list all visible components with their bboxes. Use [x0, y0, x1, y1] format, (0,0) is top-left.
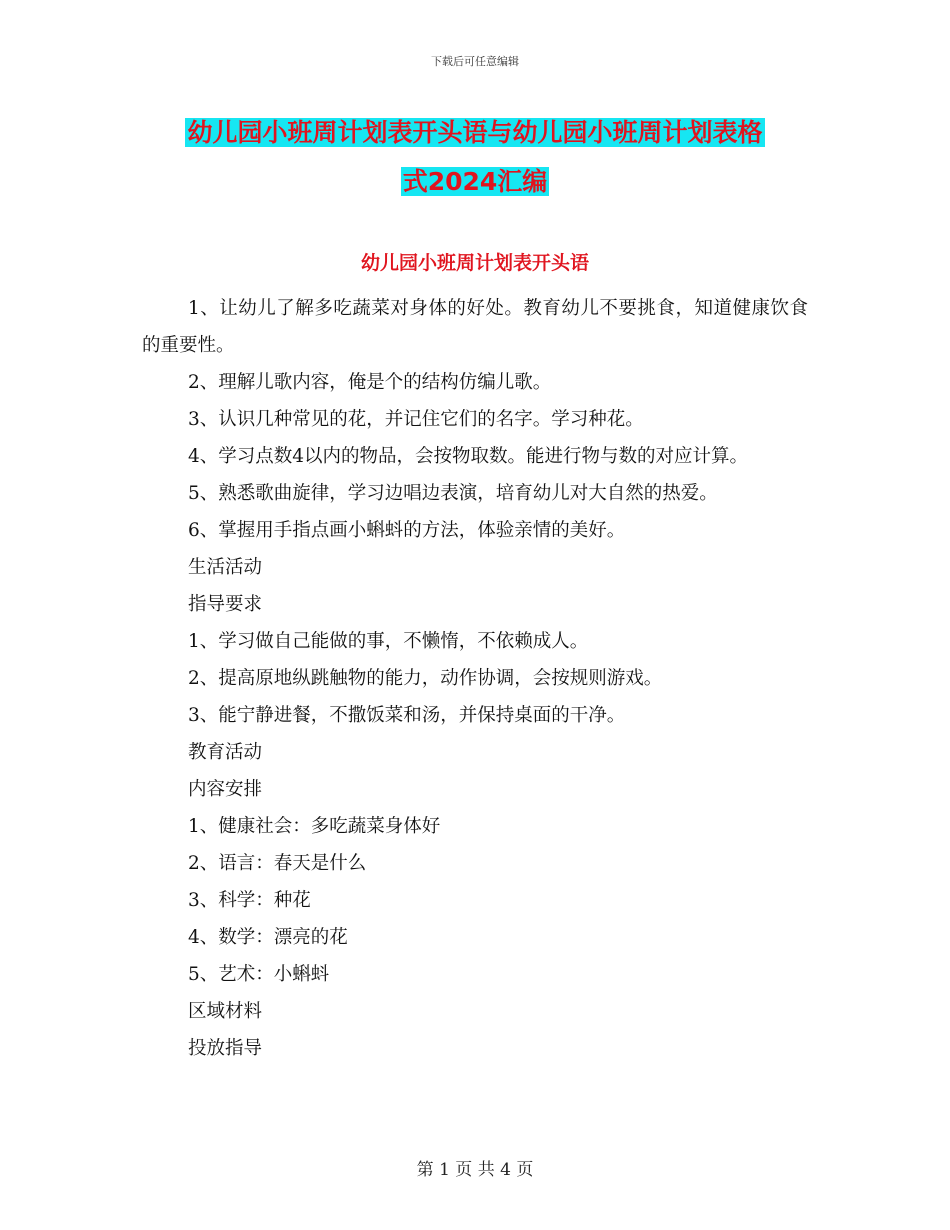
paragraph: 1、学习做自己能做的事，不懒惰，不依赖成人。 — [188, 631, 589, 652]
document-title — [140, 108, 810, 206]
paragraph: 3、认识几种常见的花，并记住它们的名字。学习种花。 — [188, 409, 644, 430]
document-body — [142, 290, 808, 1067]
paragraph: 区域材料 — [188, 1001, 263, 1022]
paragraph: 6、掌握用手指点画小蝌蚪的方法，体验亲情的美好。 — [188, 520, 626, 541]
paragraph: 3、能宁静进餐，不撒饭菜和汤，并保持桌面的干净。 — [188, 705, 626, 726]
document-title-line1: 幼儿园小班周计划表开头语与幼儿园小班周计划表格 — [187, 118, 763, 147]
paragraph: 指导要求 — [188, 594, 263, 615]
document-title-line2: 式2024汇编 — [402, 167, 548, 196]
page-header-note: 下载后可任意编辑 — [431, 55, 519, 68]
paragraph: 5、熟悉歌曲旋律，学习边唱边表演，培育幼儿对大自然的热爱。 — [188, 483, 718, 504]
paragraph: 内容安排 — [188, 779, 263, 800]
paragraph: 3、科学：种花 — [188, 890, 311, 911]
paragraph: 2、语言：春天是什么 — [188, 853, 367, 874]
paragraph: 生活活动 — [188, 557, 263, 578]
paragraph: 教育活动 — [188, 742, 263, 763]
paragraph: 2、理解儿歌内容，俺是个的结构仿编儿歌。 — [188, 372, 552, 393]
paragraph: 1、让幼儿了解多吃蔬菜对身体的好处。教育幼儿不要挑食，知道健康饮食的重要性。 — [142, 298, 808, 356]
paragraph: 1、健康社会：多吃蔬菜身体好 — [188, 816, 441, 837]
paragraph: 2、提高原地纵跳触物的能力，动作协调，会按规则游戏。 — [188, 668, 663, 689]
section-heading: 幼儿园小班周计划表开头语 — [360, 252, 589, 274]
paragraph: 投放指导 — [188, 1038, 263, 1059]
paragraph: 4、数学：漂亮的花 — [188, 927, 348, 948]
paragraph: 5、艺术：小蝌蚪 — [188, 964, 330, 985]
page-number: 第 1 页 共 4 页 — [416, 1160, 534, 1180]
paragraph: 4、学习点数4以内的物品，会按物取数。能进行物与数的对应计算。 — [188, 446, 749, 467]
